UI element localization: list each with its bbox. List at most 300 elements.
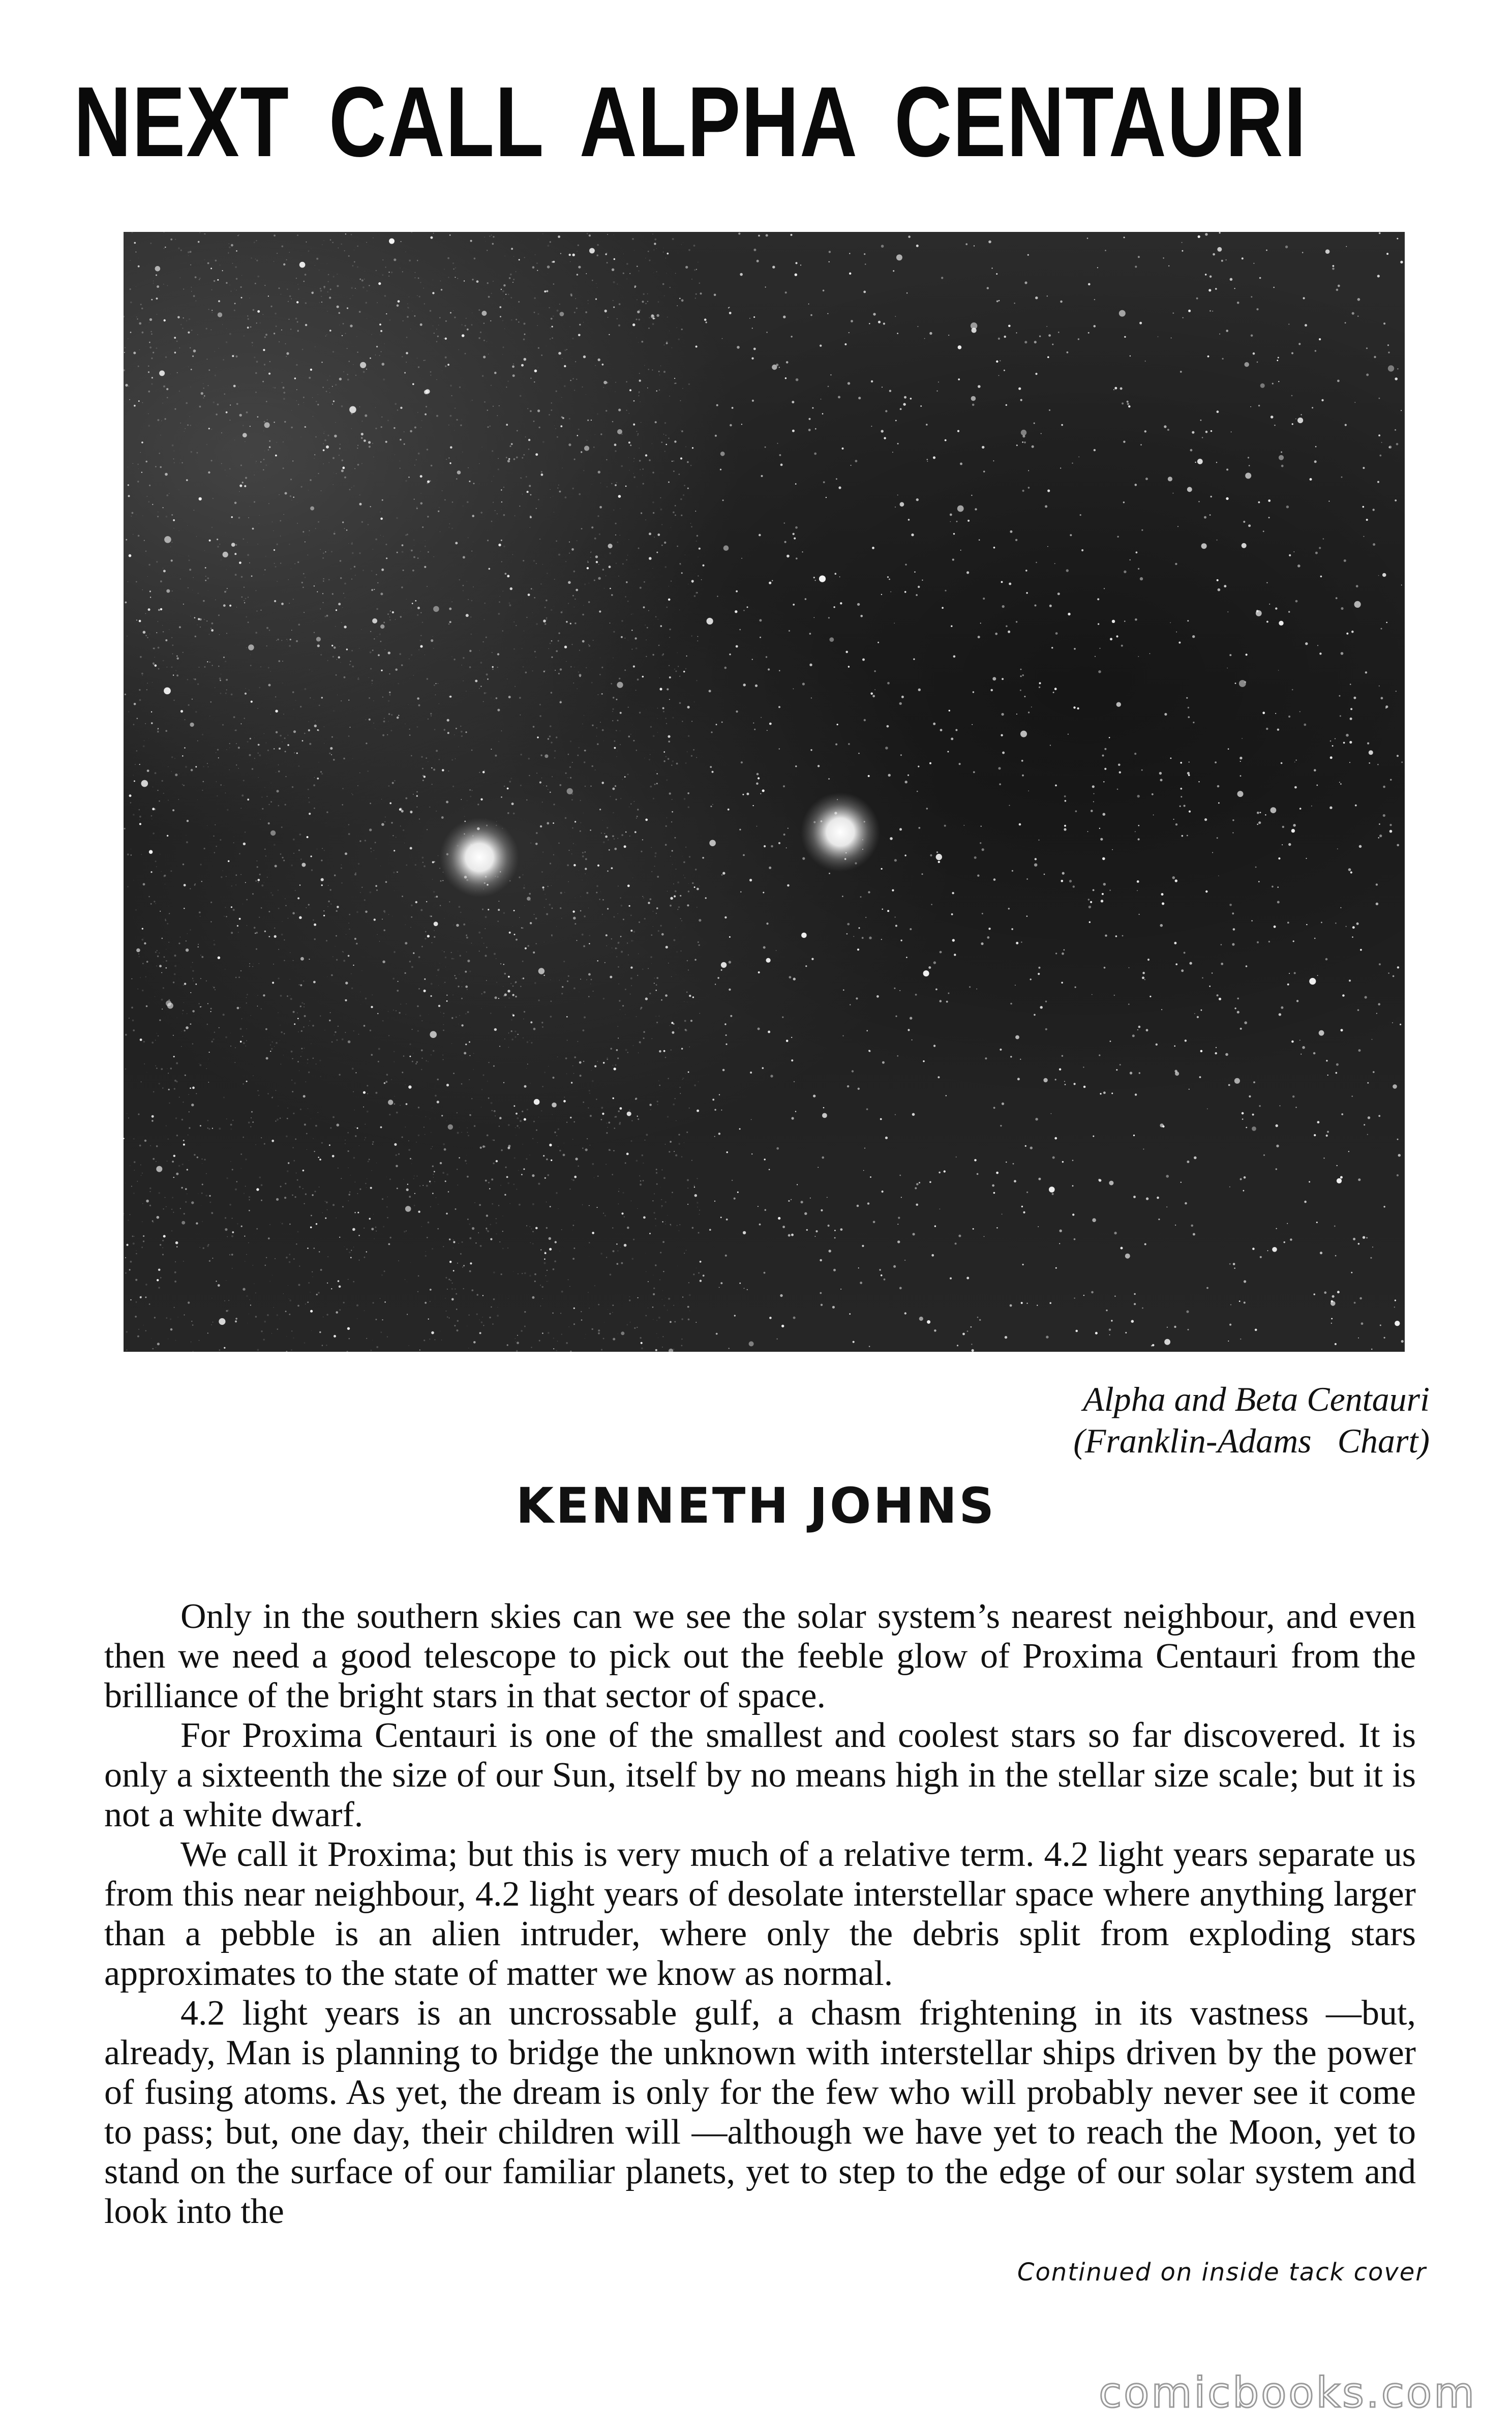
- haze-dot: [191, 330, 192, 331]
- haze-dot: [196, 536, 197, 537]
- star: [146, 1200, 149, 1203]
- haze-dot: [303, 1188, 304, 1189]
- star: [1373, 1071, 1375, 1073]
- haze-dot: [405, 535, 407, 536]
- haze-dot: [521, 1330, 523, 1332]
- star: [826, 497, 827, 498]
- haze-dot: [471, 600, 473, 602]
- star: [251, 575, 253, 577]
- star: [530, 922, 532, 924]
- star: [207, 262, 209, 264]
- haze-dot: [318, 473, 319, 474]
- star: [515, 996, 517, 998]
- haze-dot: [343, 758, 345, 759]
- haze-dot: [611, 938, 612, 939]
- haze-dot: [371, 685, 372, 686]
- haze-dot: [285, 776, 286, 777]
- haze-dot: [584, 1003, 585, 1004]
- haze-dot: [229, 285, 230, 286]
- haze-dot: [274, 1046, 275, 1047]
- star: [1349, 762, 1350, 763]
- haze-dot: [589, 645, 590, 646]
- star: [1363, 506, 1365, 508]
- haze-dot: [599, 899, 600, 900]
- haze-dot: [308, 1072, 310, 1073]
- haze-dot: [625, 1049, 627, 1051]
- star: [911, 533, 914, 536]
- star: [1046, 1335, 1048, 1338]
- star: [237, 925, 238, 927]
- star: [1040, 1006, 1043, 1008]
- haze-dot: [636, 319, 638, 320]
- star: [183, 1140, 185, 1141]
- haze-dot: [320, 771, 322, 773]
- haze-dot: [351, 487, 352, 488]
- haze-dot: [636, 690, 637, 691]
- star: [1159, 772, 1162, 775]
- haze-dot: [336, 935, 337, 937]
- star: [519, 506, 520, 507]
- haze-dot: [332, 956, 334, 957]
- haze-dot: [362, 570, 364, 571]
- haze-dot: [664, 422, 666, 424]
- haze-dot: [185, 428, 186, 429]
- haze-dot: [436, 341, 438, 342]
- haze-dot: [660, 1252, 661, 1254]
- star: [765, 1209, 766, 1211]
- haze-dot: [200, 978, 201, 979]
- star: [836, 478, 837, 480]
- haze-dot: [289, 603, 290, 604]
- star: [1245, 362, 1249, 367]
- haze-dot: [276, 442, 277, 443]
- haze-dot: [351, 543, 353, 545]
- star: [389, 692, 391, 694]
- star: [1217, 579, 1219, 581]
- star: [380, 625, 384, 629]
- haze-dot: [469, 1114, 471, 1116]
- star: [1054, 1137, 1057, 1140]
- haze-dot: [357, 448, 358, 449]
- haze-dot: [340, 662, 341, 663]
- star: [575, 1157, 578, 1160]
- star: [669, 699, 670, 700]
- haze-dot: [342, 804, 343, 806]
- star: [1202, 977, 1203, 979]
- star: [848, 743, 850, 745]
- haze-dot: [172, 590, 173, 591]
- haze-dot: [232, 1268, 233, 1269]
- haze-dot: [537, 325, 538, 326]
- star: [1174, 1070, 1177, 1073]
- haze-dot: [617, 1026, 618, 1027]
- star: [329, 330, 331, 332]
- star: [1139, 322, 1142, 324]
- star: [1205, 431, 1208, 433]
- star: [208, 471, 210, 473]
- haze-dot: [330, 889, 331, 891]
- haze-dot: [660, 1187, 661, 1188]
- star: [263, 349, 265, 351]
- haze-dot: [267, 750, 269, 751]
- haze-dot: [551, 885, 552, 886]
- star: [934, 1225, 936, 1227]
- star: [645, 997, 648, 1000]
- haze-dot: [264, 1321, 266, 1323]
- haze-dot: [289, 645, 291, 647]
- star: [412, 383, 414, 385]
- haze-dot: [248, 1122, 250, 1124]
- star: [1047, 357, 1049, 359]
- haze-dot: [398, 683, 399, 685]
- haze-dot: [341, 868, 342, 869]
- star: [772, 365, 777, 370]
- haze-dot: [526, 1225, 527, 1226]
- haze-dot: [409, 734, 411, 736]
- haze-dot: [241, 1018, 243, 1019]
- haze-dot: [533, 726, 535, 728]
- haze-dot: [427, 678, 428, 679]
- haze-dot: [418, 956, 420, 958]
- haze-dot: [658, 645, 660, 646]
- star: [614, 258, 615, 260]
- haze-dot: [566, 1342, 568, 1344]
- haze-dot: [211, 622, 214, 625]
- haze-dot: [180, 250, 182, 251]
- star: [170, 239, 172, 241]
- haze-dot: [533, 560, 535, 562]
- star: [321, 302, 322, 303]
- haze-dot: [443, 338, 444, 339]
- haze-dot: [230, 1046, 231, 1047]
- star: [543, 619, 546, 622]
- star: [397, 305, 399, 307]
- star: [553, 1077, 555, 1079]
- star: [1237, 791, 1244, 797]
- haze-dot: [469, 789, 471, 791]
- star: [710, 806, 712, 807]
- haze-dot: [263, 469, 264, 471]
- star: [1294, 972, 1296, 974]
- haze-dot: [206, 1068, 207, 1069]
- haze-dot: [409, 1044, 411, 1045]
- haze-dot: [349, 1194, 350, 1195]
- star: [422, 1185, 424, 1186]
- star: [783, 785, 785, 787]
- haze-dot: [655, 1218, 656, 1220]
- star: [1248, 524, 1251, 527]
- star: [753, 316, 755, 318]
- haze-dot: [207, 1127, 208, 1129]
- haze-dot: [511, 1030, 512, 1032]
- haze-dot: [246, 411, 248, 413]
- haze-dot: [131, 232, 133, 233]
- haze-dot: [546, 600, 548, 602]
- haze-dot: [137, 1335, 139, 1338]
- star: [815, 428, 817, 430]
- haze-dot: [228, 252, 229, 253]
- haze-dot: [218, 614, 220, 616]
- haze-dot: [504, 973, 506, 975]
- haze-dot: [336, 910, 338, 912]
- star: [810, 749, 812, 751]
- haze-dot: [138, 1329, 139, 1330]
- star: [1022, 674, 1024, 676]
- star: [999, 375, 1000, 376]
- haze-dot: [149, 1303, 150, 1305]
- star: [759, 619, 762, 621]
- star: [722, 872, 725, 874]
- star: [950, 521, 951, 522]
- star: [184, 1315, 185, 1316]
- star: [244, 1236, 245, 1237]
- haze-dot: [166, 494, 168, 496]
- star: [764, 1272, 766, 1274]
- haze-dot: [274, 928, 275, 929]
- haze-dot: [282, 857, 284, 858]
- haze-dot: [365, 1183, 367, 1184]
- haze-dot: [624, 1216, 625, 1218]
- star: [183, 604, 184, 605]
- haze-dot: [154, 901, 155, 902]
- haze-dot: [287, 1118, 288, 1119]
- star: [985, 1057, 987, 1059]
- haze-dot: [188, 1094, 189, 1095]
- star: [1181, 796, 1182, 797]
- haze-dot: [231, 1129, 232, 1130]
- haze-dot: [247, 994, 248, 995]
- haze-dot: [658, 1317, 660, 1319]
- haze-dot: [432, 879, 433, 880]
- haze-dot: [438, 855, 439, 856]
- haze-dot: [283, 387, 285, 389]
- haze-dot: [236, 355, 238, 358]
- haze-dot: [651, 963, 652, 964]
- haze-dot: [256, 240, 257, 241]
- haze-dot: [607, 1309, 608, 1310]
- star: [1172, 312, 1174, 314]
- haze-dot: [433, 648, 434, 649]
- haze-dot: [581, 528, 583, 529]
- star: [489, 1188, 491, 1190]
- star: [546, 290, 548, 292]
- haze-dot: [166, 1317, 168, 1319]
- haze-dot: [488, 296, 490, 298]
- star: [834, 1230, 836, 1231]
- haze-dot: [556, 1350, 557, 1351]
- haze-dot: [220, 839, 221, 841]
- star: [1217, 540, 1218, 541]
- star: [449, 462, 451, 464]
- haze-dot: [140, 304, 142, 305]
- star: [523, 977, 524, 979]
- haze-dot: [316, 258, 318, 260]
- haze-dot: [162, 1087, 163, 1088]
- star: [758, 1206, 759, 1207]
- haze-dot: [187, 933, 188, 934]
- haze-dot: [556, 926, 557, 927]
- haze-dot: [604, 588, 605, 589]
- haze-dot: [679, 1143, 680, 1145]
- haze-dot: [618, 885, 619, 886]
- haze-dot: [163, 660, 164, 662]
- haze-dot: [183, 1102, 184, 1103]
- haze-dot: [335, 422, 336, 423]
- haze-dot: [636, 750, 638, 751]
- haze-dot: [501, 561, 502, 562]
- haze-dot: [684, 1253, 685, 1254]
- haze-dot: [297, 1013, 298, 1014]
- haze-dot: [182, 462, 183, 464]
- star: [191, 369, 192, 370]
- haze-dot: [607, 1057, 608, 1058]
- haze-dot: [165, 919, 166, 920]
- haze-dot: [510, 274, 512, 276]
- haze-dot: [544, 907, 545, 908]
- haze-dot: [252, 342, 253, 343]
- star: [408, 1085, 411, 1088]
- haze-dot: [169, 913, 170, 914]
- haze-dot: [665, 844, 667, 846]
- haze-dot: [326, 391, 327, 392]
- haze-dot: [279, 494, 280, 495]
- haze-dot: [575, 298, 576, 299]
- haze-dot: [283, 441, 284, 443]
- haze-dot: [451, 759, 453, 761]
- star: [1161, 1009, 1162, 1010]
- star: [656, 552, 658, 553]
- star: [1212, 972, 1213, 973]
- haze-dot: [467, 501, 469, 503]
- haze-dot: [192, 1324, 194, 1326]
- haze-dot: [572, 1225, 574, 1226]
- haze-dot: [514, 1157, 516, 1159]
- star: [1222, 358, 1224, 360]
- haze-dot: [421, 1058, 422, 1059]
- haze-dot: [305, 688, 307, 690]
- star: [574, 1176, 577, 1178]
- star: [1217, 410, 1219, 413]
- haze-dot: [493, 236, 494, 238]
- star: [882, 1191, 884, 1193]
- haze-dot: [213, 987, 215, 988]
- star: [185, 1188, 187, 1190]
- star: [368, 441, 371, 443]
- haze-dot: [516, 319, 517, 320]
- haze-dot: [263, 1339, 265, 1341]
- haze-dot: [371, 334, 372, 335]
- haze-dot: [393, 1010, 394, 1011]
- star: [506, 424, 508, 426]
- star: [1189, 962, 1192, 964]
- haze-dot: [204, 1159, 205, 1161]
- haze-dot: [150, 903, 152, 905]
- haze-dot: [632, 613, 633, 614]
- haze-dot: [551, 934, 553, 936]
- haze-dot: [315, 436, 316, 437]
- haze-dot: [694, 1185, 695, 1186]
- star: [950, 514, 952, 516]
- haze-dot: [522, 648, 523, 649]
- star: [183, 317, 184, 318]
- haze-dot: [420, 493, 421, 494]
- star: [1102, 857, 1105, 860]
- haze-dot: [273, 964, 274, 965]
- star: [1257, 812, 1259, 814]
- star: [747, 1289, 748, 1290]
- haze-dot: [617, 542, 618, 543]
- star: [501, 796, 502, 798]
- haze-dot: [240, 286, 242, 288]
- star: [725, 1044, 727, 1045]
- haze-dot: [491, 1178, 493, 1180]
- haze-dot: [396, 837, 397, 838]
- haze-dot: [360, 1004, 361, 1005]
- haze-dot: [177, 372, 178, 373]
- haze-dot: [148, 425, 150, 427]
- haze-dot: [413, 1178, 414, 1179]
- star: [1297, 418, 1303, 423]
- haze-dot: [697, 1178, 698, 1179]
- haze-dot: [699, 885, 700, 886]
- haze-dot: [291, 1349, 292, 1351]
- star: [1278, 670, 1279, 671]
- haze-dot: [360, 892, 361, 893]
- star: [696, 269, 697, 270]
- haze-dot: [375, 1092, 377, 1094]
- haze-dot: [420, 640, 421, 641]
- star: [1072, 1185, 1074, 1186]
- haze-dot: [478, 932, 480, 934]
- haze-dot: [497, 1315, 499, 1317]
- star: [624, 845, 626, 848]
- haze-dot: [699, 944, 700, 946]
- star: [927, 1320, 930, 1324]
- haze-dot: [616, 956, 617, 957]
- haze-dot: [588, 644, 589, 645]
- haze-dot: [370, 651, 372, 654]
- haze-dot: [459, 579, 461, 581]
- haze-dot: [158, 1287, 160, 1289]
- star: [184, 884, 186, 886]
- star: [1128, 1003, 1130, 1005]
- haze-dot: [154, 657, 155, 658]
- star: [1372, 1246, 1373, 1248]
- haze-dot: [243, 1137, 244, 1138]
- haze-dot: [364, 1310, 365, 1311]
- haze-dot: [417, 557, 419, 559]
- haze-dot: [439, 703, 440, 704]
- haze-dot: [268, 449, 269, 451]
- haze-dot: [300, 706, 301, 707]
- haze-dot: [669, 629, 671, 630]
- haze-dot: [534, 914, 535, 915]
- star: [1234, 288, 1235, 289]
- star: [553, 261, 555, 263]
- haze-dot: [411, 916, 412, 918]
- haze-dot: [153, 352, 154, 353]
- star: [792, 401, 794, 403]
- star: [350, 727, 351, 728]
- haze-dot: [606, 1257, 607, 1258]
- star: [1240, 1028, 1242, 1030]
- haze-dot: [152, 819, 153, 820]
- haze-dot: [260, 322, 261, 323]
- haze-dot: [477, 804, 479, 805]
- haze-dot: [332, 1204, 335, 1206]
- haze-dot: [342, 788, 343, 789]
- haze-dot: [133, 1242, 135, 1244]
